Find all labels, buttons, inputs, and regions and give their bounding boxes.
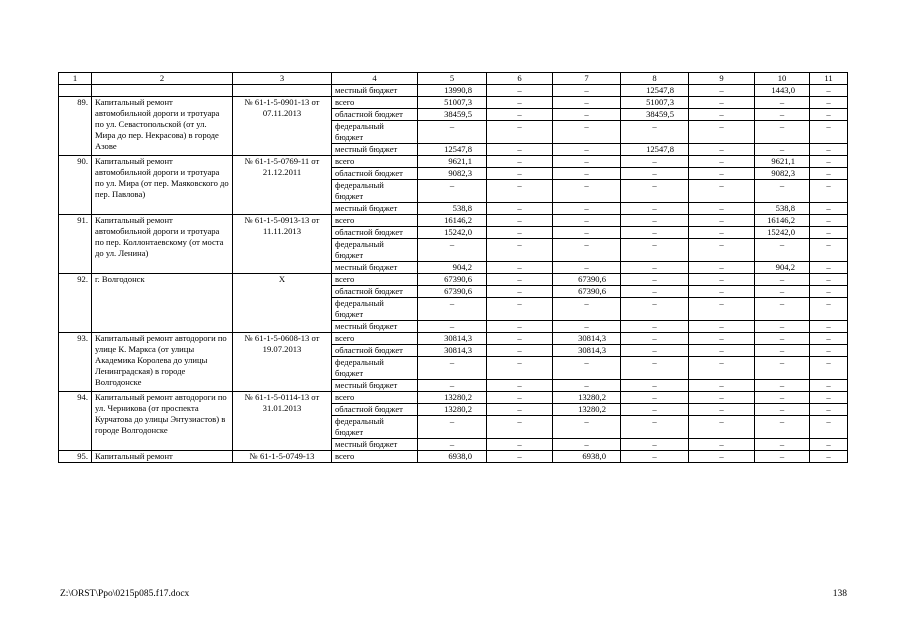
value-cell: – (689, 274, 755, 286)
value-cell: 9621,1 (755, 156, 810, 168)
budget-type: федеральный бюджет (332, 416, 418, 439)
value-cell: – (621, 286, 689, 298)
value-cell: – (487, 404, 553, 416)
value-cell: – (810, 451, 848, 463)
value-cell: – (621, 298, 689, 321)
budget-type: федеральный бюджет (332, 357, 418, 380)
value-cell: – (621, 227, 689, 239)
empty-cell (59, 85, 92, 97)
value-cell: – (810, 321, 848, 333)
expertise-document: Х (233, 274, 332, 333)
value-cell: – (810, 168, 848, 180)
value-cell: – (621, 380, 689, 392)
value-cell: – (487, 262, 553, 274)
budget-type: областной бюджет (332, 345, 418, 357)
value-cell: 67390,6 (553, 274, 621, 286)
value-cell: – (553, 85, 621, 97)
value-cell: – (810, 85, 848, 97)
value-cell: – (810, 203, 848, 215)
column-header: 11 (810, 73, 848, 85)
value-cell: – (689, 286, 755, 298)
value-cell: – (689, 333, 755, 345)
budget-type: федеральный бюджет (332, 298, 418, 321)
value-cell: – (755, 286, 810, 298)
value-cell: – (810, 97, 848, 109)
value-cell: – (689, 380, 755, 392)
value-cell: 67390,6 (418, 274, 487, 286)
value-cell: – (418, 239, 487, 262)
value-cell: 30814,3 (553, 345, 621, 357)
value-cell: – (689, 357, 755, 380)
item-number: 89. (59, 97, 92, 156)
budget-type: местный бюджет (332, 321, 418, 333)
budget-type: федеральный бюджет (332, 180, 418, 203)
value-cell: – (418, 439, 487, 451)
value-cell: 6938,0 (553, 451, 621, 463)
value-cell: – (689, 227, 755, 239)
value-cell: – (553, 298, 621, 321)
value-cell: – (621, 121, 689, 144)
value-cell: – (487, 286, 553, 298)
budget-type: федеральный бюджет (332, 121, 418, 144)
value-cell: – (689, 416, 755, 439)
value-cell: – (689, 144, 755, 156)
value-cell: – (621, 451, 689, 463)
item-number: 94. (59, 392, 92, 451)
value-cell: – (810, 298, 848, 321)
value-cell: – (755, 439, 810, 451)
value-cell: – (755, 333, 810, 345)
value-cell: 15242,0 (755, 227, 810, 239)
value-cell: – (810, 439, 848, 451)
value-cell: – (755, 97, 810, 109)
value-cell: – (689, 215, 755, 227)
value-cell: – (810, 180, 848, 203)
value-cell: – (487, 180, 553, 203)
table-row (59, 392, 848, 404)
value-cell: – (689, 321, 755, 333)
value-cell: 15242,0 (418, 227, 487, 239)
column-header: 1 (59, 73, 92, 85)
value-cell: – (621, 392, 689, 404)
value-cell: 12547,8 (621, 144, 689, 156)
column-header: 5 (418, 73, 487, 85)
value-cell: – (553, 97, 621, 109)
value-cell: – (418, 416, 487, 439)
page-number: 138 (832, 589, 847, 599)
object-name: Капитальный ремонт (92, 451, 233, 463)
budget-type: областной бюджет (332, 168, 418, 180)
column-header: 6 (487, 73, 553, 85)
budget-type: областной бюджет (332, 109, 418, 121)
value-cell: – (487, 298, 553, 321)
budget-type: всего (332, 333, 418, 345)
value-cell: – (553, 239, 621, 262)
value-cell: – (487, 168, 553, 180)
value-cell: 38459,5 (621, 109, 689, 121)
value-cell: – (810, 274, 848, 286)
budget-type: всего (332, 215, 418, 227)
value-cell: 51007,3 (418, 97, 487, 109)
budget-type: всего (332, 97, 418, 109)
value-cell: – (487, 357, 553, 380)
value-cell: 38459,5 (418, 109, 487, 121)
column-header: 4 (332, 73, 418, 85)
value-cell: – (487, 121, 553, 144)
value-cell: – (418, 180, 487, 203)
empty-cell (92, 85, 233, 97)
value-cell: – (553, 416, 621, 439)
value-cell: – (810, 286, 848, 298)
value-cell: – (755, 451, 810, 463)
value-cell: – (755, 392, 810, 404)
budget-type: местный бюджет (332, 144, 418, 156)
budget-type: местный бюджет (332, 262, 418, 274)
value-cell: – (553, 357, 621, 380)
value-cell: – (755, 321, 810, 333)
value-cell: – (810, 121, 848, 144)
table-row (59, 156, 848, 168)
object-name: Капитальный ремонт автодороги по ул. Черникова (от проспекта Курчатова до улицы Энтузиастов) в городе Волгодонске (92, 392, 233, 451)
value-cell: – (621, 156, 689, 168)
object-name: Капитальный ремонт автомобильной дороги и тротуара по ул. Мира (от пер. Маяковского до пер. Павлова) (92, 156, 233, 215)
value-cell: – (621, 439, 689, 451)
expertise-document: № 61-1-5-0913-13 от 11.11.2013 (233, 215, 332, 274)
value-cell: 30814,3 (418, 333, 487, 345)
value-cell: – (621, 168, 689, 180)
value-cell: 30814,3 (553, 333, 621, 345)
value-cell: 538,8 (418, 203, 487, 215)
value-cell: – (755, 274, 810, 286)
item-number: 95. (59, 451, 92, 463)
value-cell: – (689, 239, 755, 262)
value-cell: – (810, 392, 848, 404)
value-cell: – (689, 298, 755, 321)
column-header: 3 (233, 73, 332, 85)
object-name: Капитальный ремонт автомобильной дороги и тротуара по пер. Коллонтаевскому (от моста до ул. Ленина) (92, 215, 233, 274)
value-cell: – (621, 215, 689, 227)
item-number: 93. (59, 333, 92, 392)
file-path: Z:\ORST\Ppo\0215p085.f17.docx (60, 589, 190, 599)
value-cell: – (810, 333, 848, 345)
value-cell: – (689, 392, 755, 404)
value-cell: – (689, 262, 755, 274)
value-cell: 13280,2 (553, 404, 621, 416)
value-cell: – (810, 156, 848, 168)
value-cell: – (487, 239, 553, 262)
value-cell: – (810, 357, 848, 380)
empty-cell (233, 85, 332, 97)
value-cell: 538,8 (755, 203, 810, 215)
value-cell: – (689, 203, 755, 215)
value-cell: – (689, 109, 755, 121)
value-cell: – (553, 321, 621, 333)
value-cell: – (487, 85, 553, 97)
budget-type: всего (332, 451, 418, 463)
value-cell: – (755, 345, 810, 357)
column-header: 9 (689, 73, 755, 85)
value-cell: – (487, 215, 553, 227)
item-number: 90. (59, 156, 92, 215)
value-cell: – (689, 404, 755, 416)
budget-type: всего (332, 274, 418, 286)
value-cell: – (689, 121, 755, 144)
value-cell: – (755, 298, 810, 321)
column-header: 2 (92, 73, 233, 85)
table-row (59, 451, 848, 463)
item-number: 92. (59, 274, 92, 333)
expertise-document: № 61-1-5-0114-13 от 31.01.2013 (233, 392, 332, 451)
value-cell: – (689, 439, 755, 451)
value-cell: – (689, 168, 755, 180)
column-header: 7 (553, 73, 621, 85)
value-cell: – (553, 156, 621, 168)
object-name: Капитальный ремонт автодороги по улице К. Маркса (от улицы Академика Королева до улицы Ленинградская) в городе Волгодонске (92, 333, 233, 392)
value-cell: – (689, 85, 755, 97)
object-name: Капитальный ремонт автомобильной дороги и тротуара по ул. Севастопольской (от ул. Мира до пер. Некрасова) в городе Азове (92, 97, 233, 156)
value-cell: – (487, 416, 553, 439)
value-cell: – (755, 144, 810, 156)
value-cell: 9621,1 (418, 156, 487, 168)
value-cell: – (689, 345, 755, 357)
value-cell: – (418, 321, 487, 333)
value-cell: – (487, 451, 553, 463)
budget-type: всего (332, 392, 418, 404)
value-cell: – (810, 262, 848, 274)
table-row (59, 215, 848, 227)
value-cell: – (755, 404, 810, 416)
value-cell: – (553, 203, 621, 215)
value-cell: – (810, 416, 848, 439)
value-cell: – (487, 439, 553, 451)
value-cell: – (810, 109, 848, 121)
value-cell: – (621, 239, 689, 262)
value-cell: – (621, 274, 689, 286)
value-cell: – (487, 227, 553, 239)
value-cell: – (621, 404, 689, 416)
budget-type: местный бюджет (332, 380, 418, 392)
value-cell: – (487, 274, 553, 286)
value-cell: 13990,8 (418, 85, 487, 97)
budget-type: областной бюджет (332, 286, 418, 298)
budget-type: всего (332, 156, 418, 168)
budget-table (58, 72, 848, 463)
value-cell: 16146,2 (755, 215, 810, 227)
value-cell: – (418, 380, 487, 392)
value-cell: – (487, 97, 553, 109)
value-cell: – (755, 109, 810, 121)
budget-type: областной бюджет (332, 227, 418, 239)
budget-type: местный бюджет (332, 85, 418, 97)
value-cell: 16146,2 (418, 215, 487, 227)
value-cell: – (810, 215, 848, 227)
value-cell: – (755, 121, 810, 144)
value-cell: – (553, 215, 621, 227)
table-row (59, 333, 848, 345)
value-cell: – (755, 380, 810, 392)
value-cell: 6938,0 (418, 451, 487, 463)
value-cell: – (487, 333, 553, 345)
value-cell: – (553, 262, 621, 274)
value-cell: – (810, 144, 848, 156)
value-cell: – (621, 416, 689, 439)
value-cell: – (810, 239, 848, 262)
value-cell: – (621, 357, 689, 380)
value-cell: – (487, 345, 553, 357)
value-cell: – (418, 298, 487, 321)
value-cell: 9082,3 (755, 168, 810, 180)
budget-type: местный бюджет (332, 439, 418, 451)
value-cell: – (553, 121, 621, 144)
value-cell: – (487, 380, 553, 392)
value-cell: – (418, 121, 487, 144)
value-cell: – (487, 109, 553, 121)
value-cell: – (621, 321, 689, 333)
expertise-document: № 61-1-5-0749-13 (233, 451, 332, 463)
value-cell: – (487, 203, 553, 215)
value-cell: – (689, 451, 755, 463)
value-cell: – (553, 439, 621, 451)
value-cell: – (755, 239, 810, 262)
value-cell: 12547,8 (621, 85, 689, 97)
value-cell: 67390,6 (418, 286, 487, 298)
value-cell: 904,2 (418, 262, 487, 274)
value-cell: – (487, 321, 553, 333)
value-cell: – (689, 97, 755, 109)
value-cell: – (755, 180, 810, 203)
item-number: 91. (59, 215, 92, 274)
table-row (59, 274, 848, 286)
value-cell: – (810, 227, 848, 239)
value-cell: – (621, 345, 689, 357)
value-cell: – (553, 180, 621, 203)
table-row (59, 85, 848, 97)
value-cell: 904,2 (755, 262, 810, 274)
value-cell: – (621, 203, 689, 215)
value-cell: 67390,6 (553, 286, 621, 298)
header-row (59, 73, 848, 85)
value-cell: 1443,0 (755, 85, 810, 97)
value-cell: 13280,2 (418, 392, 487, 404)
value-cell: – (418, 357, 487, 380)
value-cell: – (487, 144, 553, 156)
value-cell: 12547,8 (418, 144, 487, 156)
value-cell: – (621, 333, 689, 345)
value-cell: – (553, 144, 621, 156)
value-cell: – (689, 156, 755, 168)
column-header: 8 (621, 73, 689, 85)
value-cell: – (755, 416, 810, 439)
value-cell: – (755, 357, 810, 380)
budget-type: федеральный бюджет (332, 239, 418, 262)
column-header: 10 (755, 73, 810, 85)
value-cell: – (487, 392, 553, 404)
expertise-document: № 61-1-5-0901-13 от 07.11.2013 (233, 97, 332, 156)
expertise-document: № 61-1-5-0769-11 от 21.12.2011 (233, 156, 332, 215)
value-cell: – (553, 227, 621, 239)
expertise-document: № 61-1-5-0608-13 от 19.07.2013 (233, 333, 332, 392)
value-cell: – (553, 168, 621, 180)
value-cell: – (621, 180, 689, 203)
object-name: г. Волгодонск (92, 274, 233, 333)
value-cell: – (553, 109, 621, 121)
value-cell: – (689, 180, 755, 203)
value-cell: – (810, 404, 848, 416)
value-cell: – (621, 262, 689, 274)
value-cell: – (487, 156, 553, 168)
value-cell: 51007,3 (621, 97, 689, 109)
value-cell: 13280,2 (553, 392, 621, 404)
table-row (59, 97, 848, 109)
budget-type: местный бюджет (332, 203, 418, 215)
value-cell: 9082,3 (418, 168, 487, 180)
budget-type: областной бюджет (332, 404, 418, 416)
value-cell: 30814,3 (418, 345, 487, 357)
value-cell: 13280,2 (418, 404, 487, 416)
value-cell: – (553, 380, 621, 392)
value-cell: – (810, 345, 848, 357)
value-cell: – (810, 380, 848, 392)
